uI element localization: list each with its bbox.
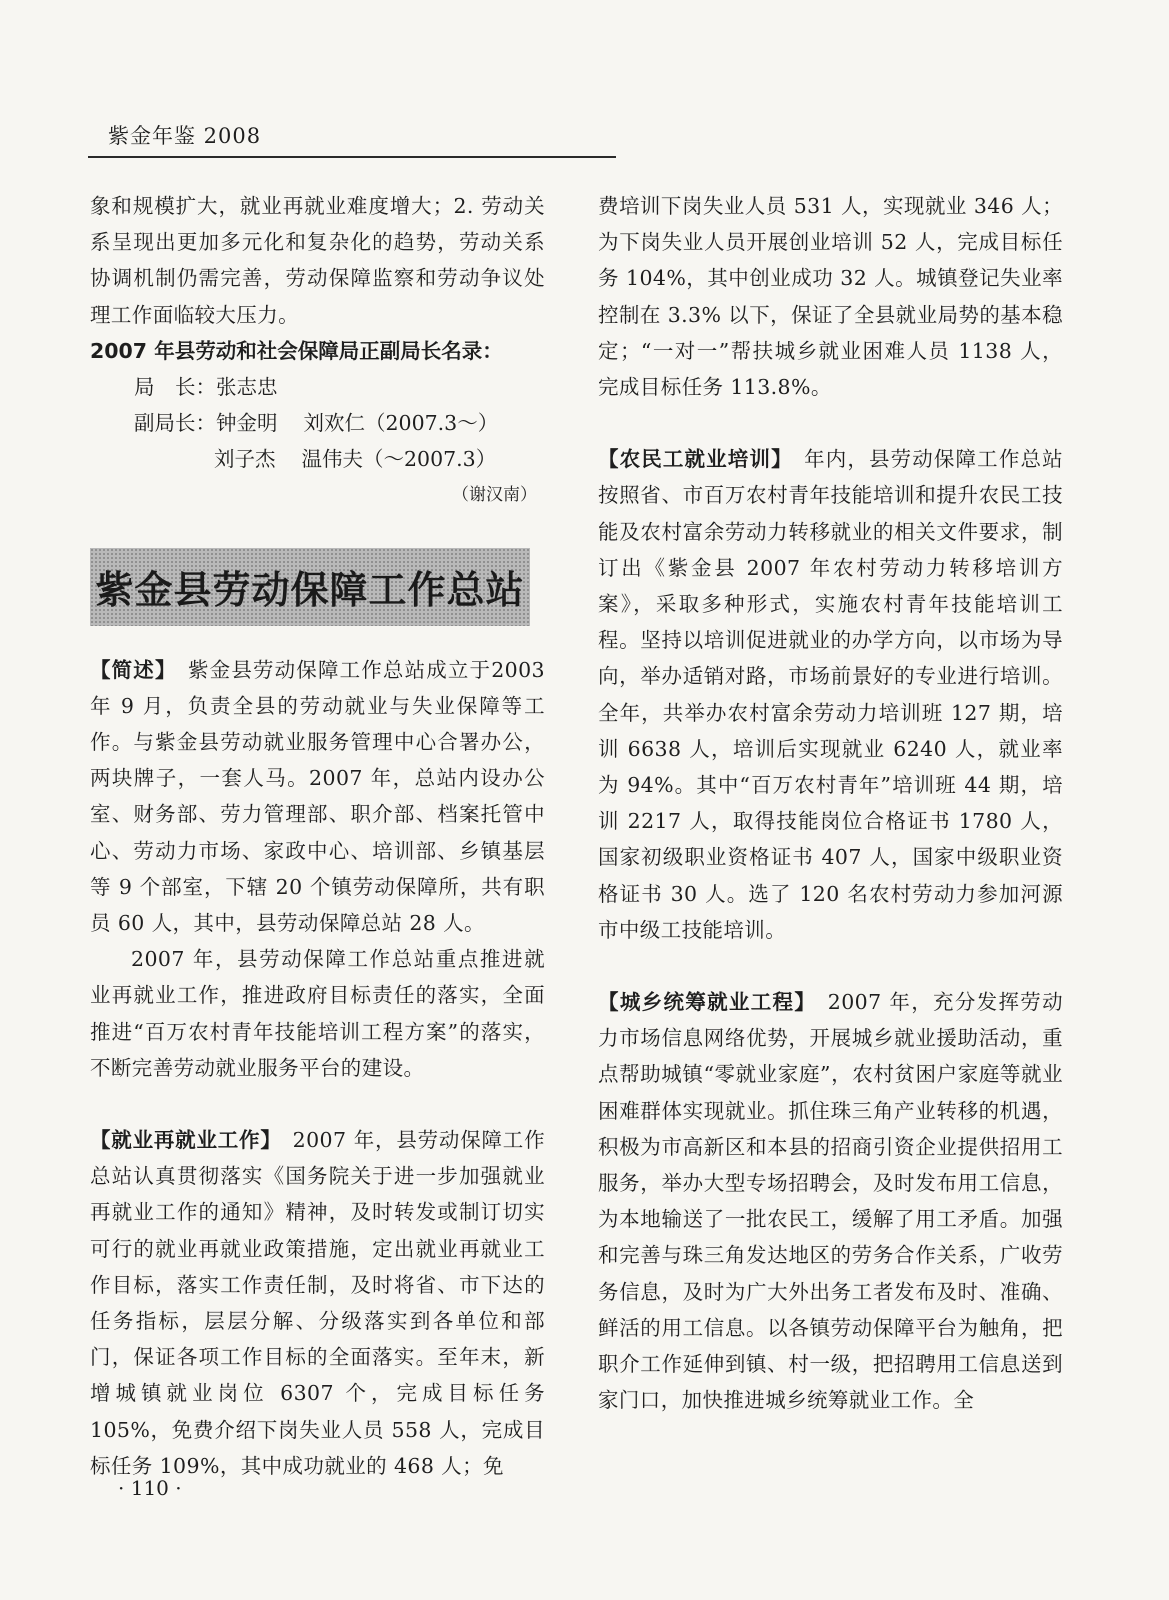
overview-label: 【简述】 — [90, 657, 167, 682]
section-banner — [90, 548, 530, 626]
overview-paragraph — [90, 652, 545, 942]
leader-line-director — [90, 369, 545, 405]
leader-line-deputies-2 — [90, 441, 545, 477]
director-entry: 局 长：张志忠 — [134, 375, 278, 400]
deputy-entry: 副局长：钟金明 — [134, 411, 278, 436]
urban-rural-text: 2007 年，充分发挥劳动力市场信息网络优势，开展城乡就业援助活动，重点帮助城镇“零就业家庭”，农村贫困户家庭等就业困难群体实现就业。抓住珠三角产业转移的机遇，积极为市高新区和本县的招商引资企业提供招用工服务，举办大型专场招聘会，及时发布用工信息，为本地输送了一批农民工，缓解了用工矛盾。加强和完善与珠三角发达地区的劳务合作关系，广收劳务信息，及时为广大外出务工者发布及时、准确、鲜活的用工信息。以各镇劳动保障平台为触角，把职介工作延伸到镇、村一级，把招聘用工信息送到家门口，加快推进城乡统筹就业工作。全 — [598, 990, 1064, 1413]
employment-text: 2007 年，县劳动保障工作总站认真贯彻落实《国务院关于进一步加强就业再就业工作的通知》精神，及时转发或制订切实可行的就业再就业政策措施，定出就业再就业工作目标，落实工作责任制，及时将省、市下达的任务指标，层层分解、分级落实到各单位和部门，保证各项工作目标的全面落实。至年末，新增城镇就业岗位 6307 个，完成目标任务 105%，免费介绍下岗失业人员 558 人，完成目标任务 109%，其中成功就业的 468 人；免 — [90, 1128, 545, 1478]
running-header: 紫金年鉴 2008 — [108, 124, 262, 148]
right-column — [598, 188, 1063, 1419]
overview-text: 紫金县劳动保障工作总站成立于2003 年 9 月，负责全县的劳动就业与失业保障等工作。与紫金县劳动就业服务管理中心合署办公，两块牌子，一套人马。2007 年，总站内设办公室、财务部、劳力管理部、职介部、档案托管中心、劳动力市场、家政中心、培训部、乡镇基层等 9 个部室，下辖 20 个镇劳动保障所，共有职员 60 人，其中，县劳动保障总站 28 人。 — [90, 657, 545, 936]
training-text: 年内，县劳动保障工作总站按照省、市百万农村青年技能培训和提升农民工技能及农村富余劳动力转移就业的相关文件要求，制订出《紫金县 2007 年农村劳动力转移培训方案》，采取多种形式，实施农村青年技能培训工程。坚持以培训促进就业的办学方向，以市场为导向，举办适销对路，市场前景好的专业进行培训。全年，共举办农村富余劳动力培训班 127 期，培训 6638 人，培训后实现就业 6240 人，就业率为 94%。其中“百万农村青年”培训班 44 期，培训 2217 人，取得技能岗位合格证书 1780 人，国家初级职业资格证书 407 人，国家中级职业资格证书 30 人。选了 120 名农村劳动力参加河源市中级工技能培训。 — [598, 447, 1063, 942]
deputy-entry: 刘欢仁（2007.3～） — [303, 411, 499, 436]
training-paragraph — [598, 441, 1063, 948]
deputy-entry: 温伟夫（～2007.3） — [301, 447, 497, 472]
header-rule — [88, 156, 616, 158]
page-number: · 110 · — [118, 1476, 182, 1500]
author-credit: （谢汉南） — [452, 484, 537, 505]
overview-paragraph-2: 2007 年，县劳动保障工作总站重点推进就业再就业工作，推进政府目标责任的落实，全面推进“百万农村青年技能培训工程方案”的落实，不断完善劳动就业服务平台的建设。 — [90, 947, 545, 1080]
employment-paragraph — [90, 1122, 545, 1484]
employment-label: 【就业再就业工作】 — [90, 1128, 272, 1153]
continuation-paragraph: 象和规模扩大，就业再就业难度增大；2. 劳动关系呈现出更加多元化和复杂化的趋势，劳动关系协调机制仍需完善，劳动保障监察和劳动争议处理工作面临较大压力。 — [90, 194, 545, 327]
leaders-heading: 2007 年县劳动和社会保障局正副局长名录： — [90, 338, 503, 363]
deputy-entry: 刘子杰 — [214, 447, 276, 472]
left-column — [90, 188, 545, 1484]
continuation-paragraph-right: 费培训下岗失业人员 531 人，实现就业 346 人；为下岗失业人员开展创业培训 52 人，完成目标任务 104%，其中创业成功 32 人。城镇登记失业率控制在 3.3% 以下，保证了全县就业局势的基本稳定；“一对一”帮扶城乡就业困难人员 1138 人，完成目标任务 113.8%。 — [598, 194, 1063, 400]
urban-rural-paragraph — [598, 984, 1063, 1418]
training-label: 【农民工就业培训】 — [598, 447, 783, 472]
section-banner-title: 紫金县劳动保障工作总站 — [95, 568, 525, 613]
leader-line-deputies-1 — [90, 405, 545, 441]
urban-rural-label: 【城乡统筹就业工程】 — [598, 990, 806, 1015]
